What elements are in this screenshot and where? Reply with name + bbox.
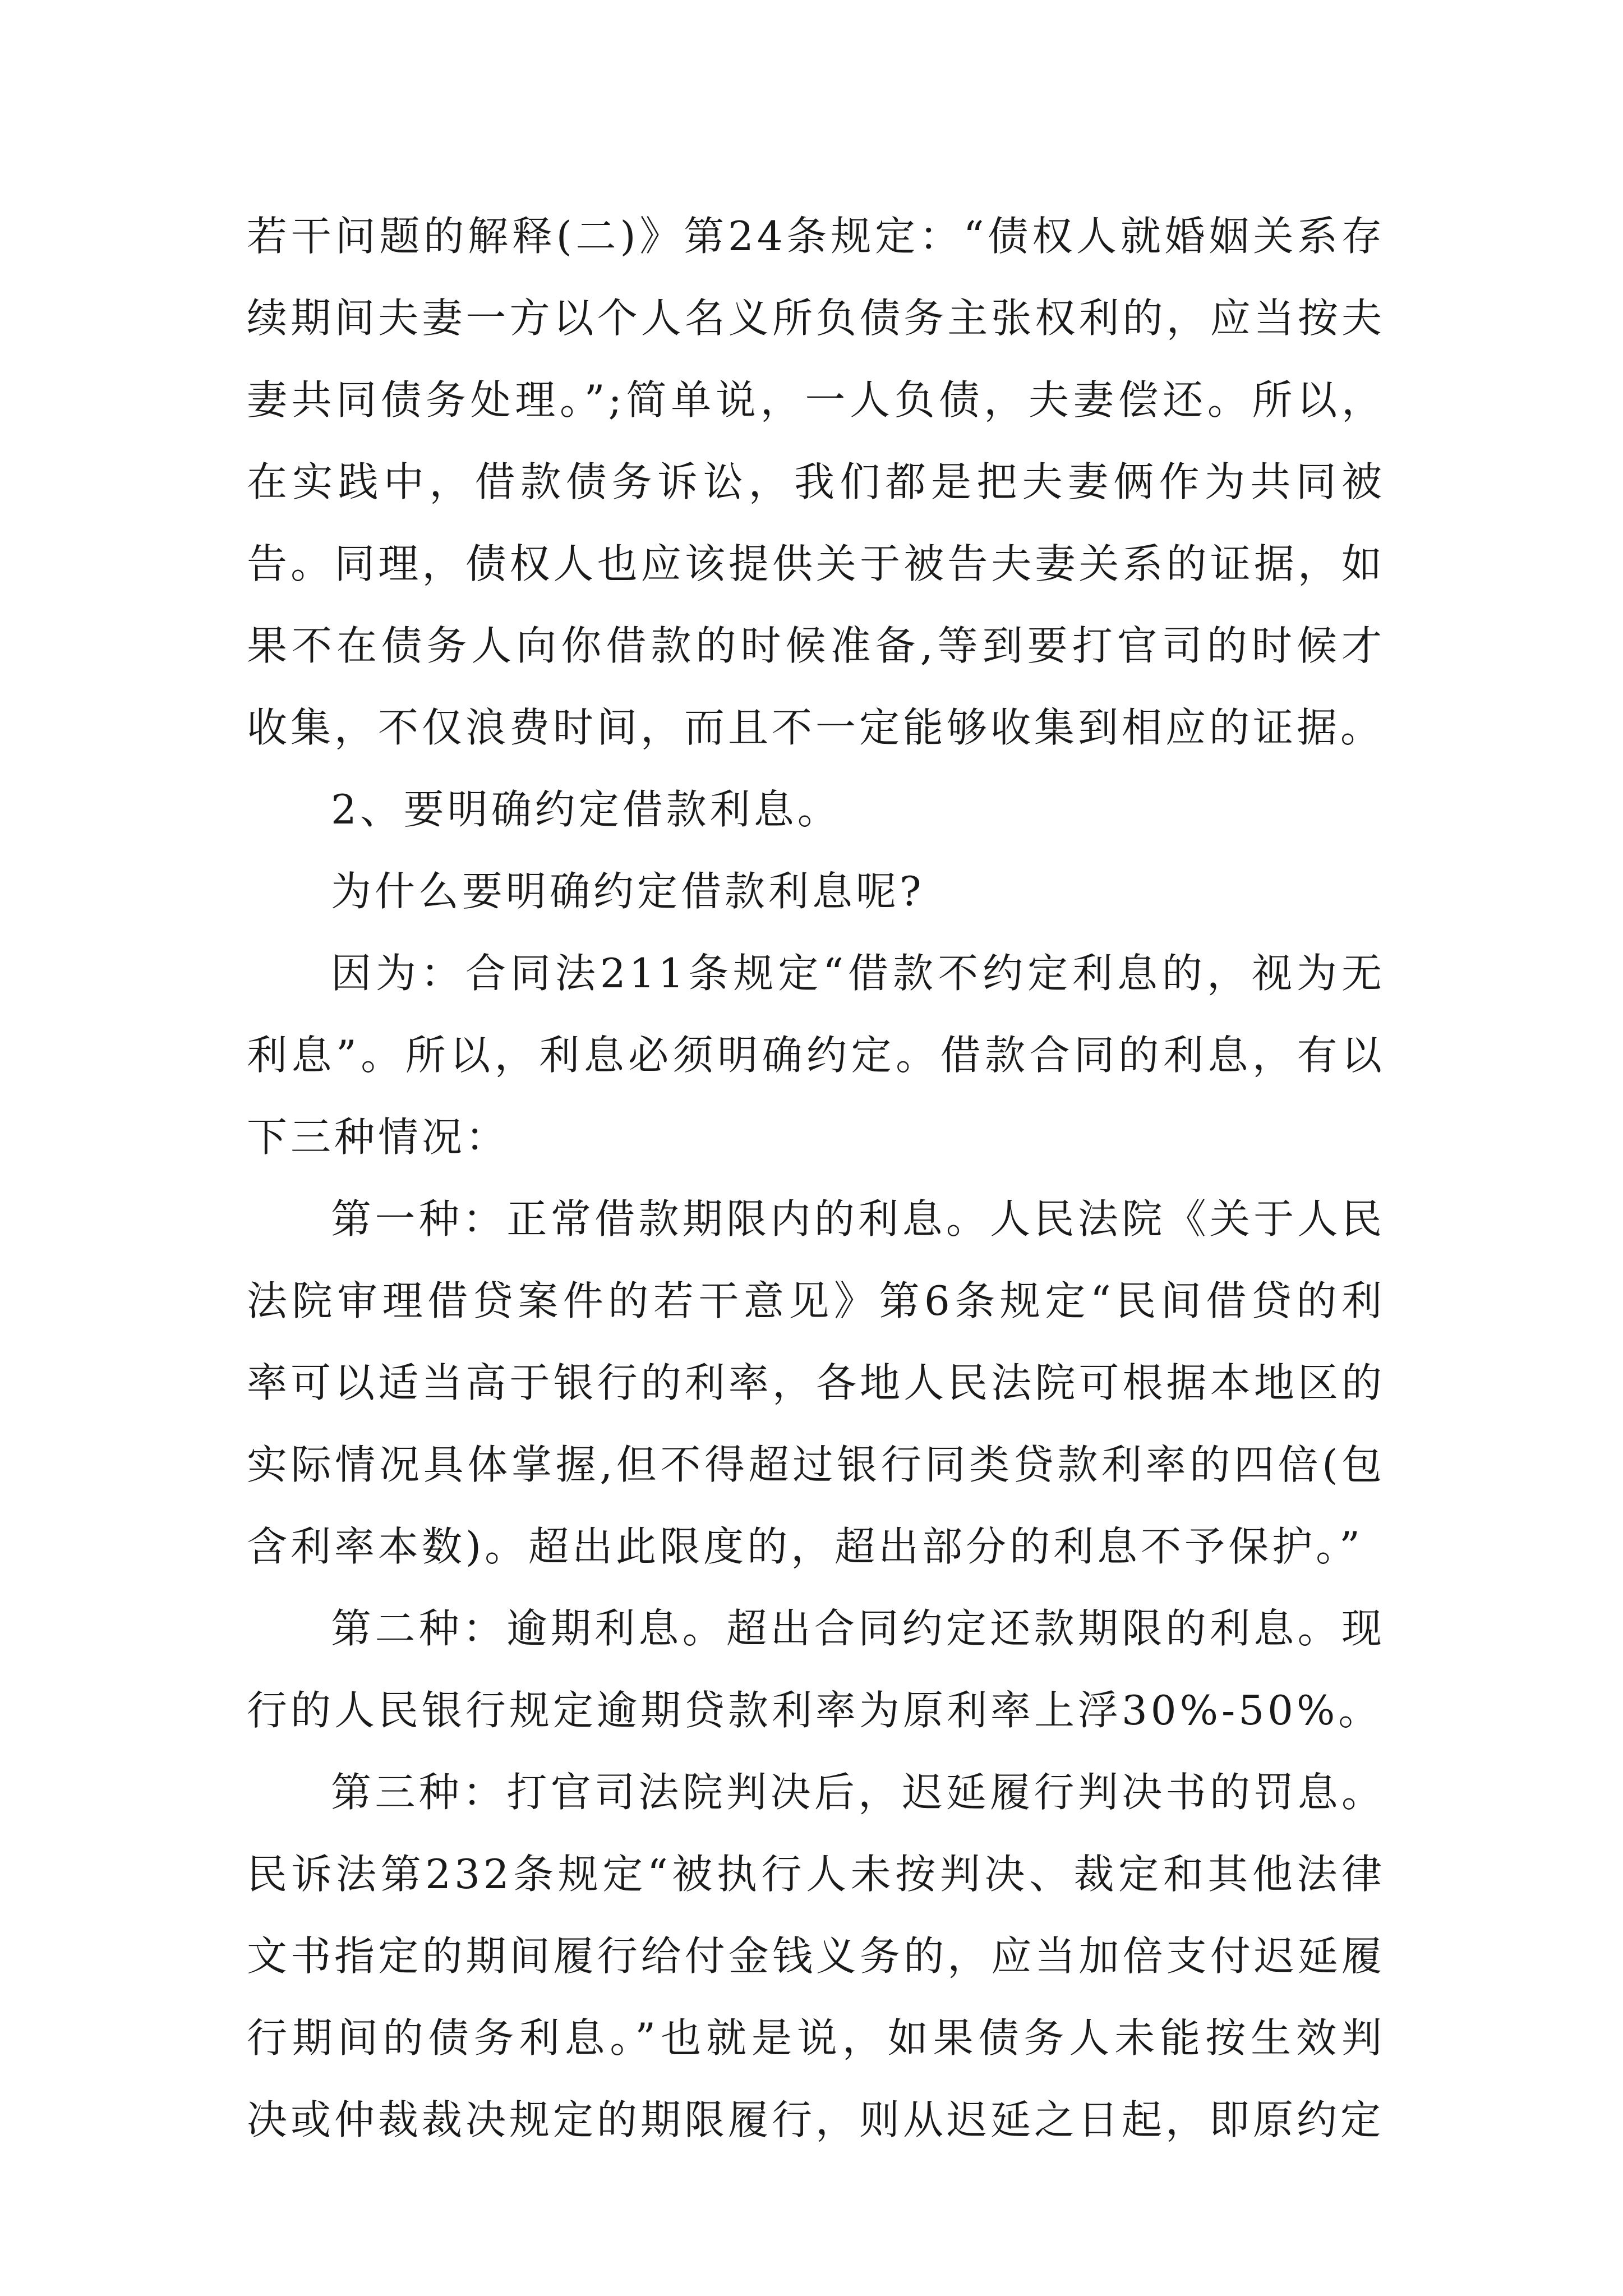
paragraph-question: 为什么要明确约定借款利息呢? (331, 868, 925, 915)
paragraph-second-type: 第二种：逾期利息。超出合同约定还款期限的利息。现行的人民银行规定逾期贷款利率为原利率上浮30%-50%。 (247, 1605, 1385, 1734)
paragraph-third-type: 第三种：打官司法院判决后，迟延履行判决书的罚息。民诉法第232条规定“被执行人未按判决、裁定和其他法律文书指定的期间履行给付金钱义务的，应当加倍支付迟延履行期间的债务利息。”也就是说，如果债务人未能按生效判决或仲裁裁决规定的期限履行，则从迟延之日起，即原约定 (247, 1769, 1385, 2143)
paragraph-spousal-debt: 若干问题的解释(二)》第24条规定：“债权人就婚姻关系存续期间夫妻一方以个人名义所负债务主张权利的，应当按夫妻共同债务处理。”;简单说，一人负债，夫妻偿还。所以，在实践中，借款债务诉讼，我们都是把夫妻俩作为共同被告。同理，债权人也应该提供关于被告夫妻关系的证据，如果不在债务人向你借款的时候准备,等到要打官司的时候才收集，不仅浪费时间，而且不一定能够收集到相应的证据。 (247, 213, 1385, 751)
paragraph-heading-interest: 2、要明确约定借款利息。 (331, 786, 841, 833)
paragraph-first-type: 第一种：正常借款期限内的利息。人民法院《关于人民法院审理借贷案件的若干意见》第6条规定“民间借贷的利率可以适当高于银行的利率，各地人民法院可根据本地区的实际情况具体掌握,但不得超过银行同类贷款利率的四倍(包含利率本数)。超出此限度的，超出部分的利息不予保护。” (247, 1195, 1385, 1570)
paragraph-contract-law: 因为：合同法211条规定“借款不约定利息的，视为无利息”。所以，利息必须明确约定。借款合同的利息，有以下三种情况： (247, 950, 1385, 1161)
body-text (247, 195, 1385, 2161)
